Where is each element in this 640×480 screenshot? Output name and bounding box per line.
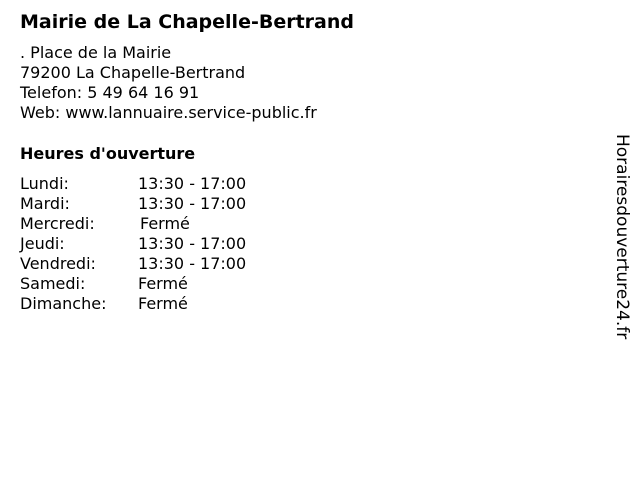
day-time: Fermé	[138, 274, 188, 293]
day-time: 13:30 - 17:00	[138, 194, 247, 213]
day-time: Fermé	[138, 294, 188, 313]
address-web: Web: www.lannuaire.service-public.fr	[20, 103, 317, 122]
address-phone: Telefon: 5 49 64 16 91	[20, 83, 200, 102]
day-time: Fermé	[140, 214, 190, 233]
day-label: Lundi:	[20, 174, 69, 193]
day-label: Samedi:	[20, 274, 86, 293]
day-label: Dimanche:	[20, 294, 107, 313]
page-title: Mairie de La Chapelle-Bertrand	[20, 11, 354, 33]
address-street: . Place de la Mairie	[20, 43, 172, 62]
day-label: Vendredi:	[20, 254, 96, 273]
day-label: Mercredi:	[20, 214, 95, 233]
day-label: Jeudi:	[20, 234, 65, 253]
day-time: 13:30 - 17:00	[138, 254, 247, 273]
opening-hours-heading: Heures d'ouverture	[20, 144, 196, 163]
site-watermark: Horairesdouverture24.fr	[612, 134, 632, 340]
address-block	[20, 43, 317, 123]
day-time: 13:30 - 17:00	[138, 234, 247, 253]
address-city: 79200 La Chapelle-Bertrand	[20, 63, 246, 82]
day-time: 13:30 - 17:00	[138, 174, 247, 193]
day-label: Mardi:	[20, 194, 70, 213]
